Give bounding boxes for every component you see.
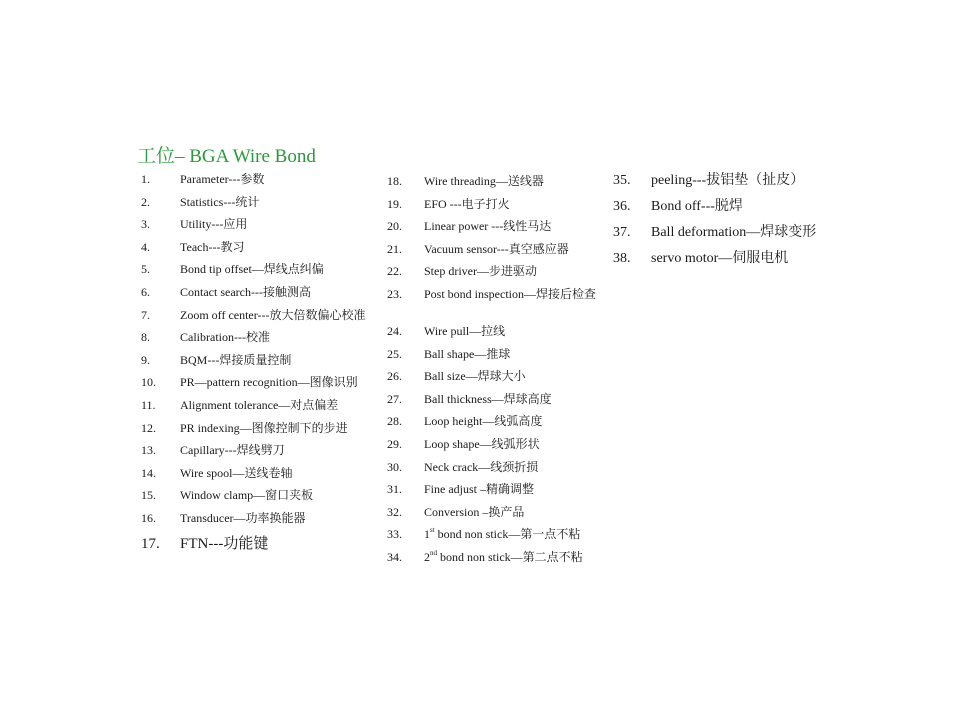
item-text: Ball shape—推球 — [424, 346, 511, 361]
item-text: Post bond inspection—焊接后检查 — [424, 286, 597, 301]
item-text: Wire threading—送线器 — [424, 174, 544, 188]
item-number: 24. — [387, 323, 402, 338]
list-item — [387, 481, 599, 504]
list-item — [387, 323, 599, 346]
item-text: Bond tip offset—焊线点纠偏 — [180, 262, 324, 277]
item-number: 30. — [387, 459, 402, 474]
list-item — [613, 223, 816, 249]
list-item — [141, 194, 366, 217]
item-text-rest: bond non stick—第二点不粘 — [437, 549, 583, 564]
list-item — [141, 534, 366, 557]
list-item — [387, 173, 599, 196]
list-item — [387, 196, 599, 219]
item-number: 15. — [141, 488, 156, 503]
item-text: Window clamp—窗口夹板 — [180, 488, 314, 503]
item-number: 17. — [141, 535, 160, 552]
item-number: 28. — [387, 414, 402, 429]
item-text: Fine adjust –精确调整 — [424, 482, 534, 497]
item-text: Transducer—功率换能器 — [180, 510, 306, 525]
item-number: 14. — [141, 465, 156, 480]
item-text: servo motor—伺服电机 — [651, 251, 789, 266]
item-text: Neck crack—线颈折损 — [424, 459, 539, 474]
item-number: 27. — [387, 391, 402, 406]
item-text: Loop shape—线弧形状 — [424, 436, 540, 451]
slide-title: 工位– BGA Wire Bond — [137, 146, 316, 167]
item-number: 4. — [141, 239, 150, 254]
list-item — [387, 218, 599, 241]
list-item — [141, 216, 366, 239]
item-text: Calibration---校准 — [180, 330, 270, 345]
list-item — [141, 284, 366, 307]
list-item — [387, 346, 599, 369]
list-item — [141, 442, 366, 465]
item-number: 22. — [387, 264, 402, 279]
item-text: Alignment tolerance—对点偏差 — [180, 397, 339, 412]
list-item — [141, 239, 366, 262]
list-item — [613, 197, 816, 223]
item-number: 25. — [387, 346, 402, 361]
list-item — [141, 510, 366, 533]
item-number: 35. — [613, 173, 631, 188]
list-item — [141, 420, 366, 443]
item-text — [424, 549, 599, 565]
item-number: 3. — [141, 217, 150, 232]
item-text: PR indexing—图像控制下的步进 — [180, 420, 348, 435]
item-text: Capillary---焊线劈刀 — [180, 443, 285, 458]
item-number: 21. — [387, 241, 402, 256]
term-list-column-3 — [613, 171, 816, 275]
item-number: 16. — [141, 510, 156, 525]
item-text: Ball thickness—焊球高度 — [424, 391, 552, 406]
item-number: 34. — [387, 549, 402, 564]
item-text: Vacuum sensor---真空感应器 — [424, 241, 569, 256]
list-item — [141, 307, 366, 330]
list-item — [141, 329, 366, 352]
list-item — [387, 504, 599, 527]
list-item — [387, 368, 599, 391]
item-text: Ball size—焊球大小 — [424, 369, 526, 384]
item-text: Bond off---脱焊 — [651, 199, 743, 214]
item-number: 37. — [613, 225, 631, 240]
ordinal-suffix: nd — [430, 548, 437, 557]
item-number: 31. — [387, 482, 402, 497]
list-item — [387, 391, 599, 414]
list-item — [387, 436, 599, 459]
list-item — [387, 459, 599, 482]
item-text: peeling---拔铝垫（扯皮） — [651, 173, 805, 188]
ordinal-number: 2 — [424, 549, 430, 564]
list-item — [387, 286, 599, 323]
item-number: 6. — [141, 284, 150, 299]
list-item — [141, 261, 366, 284]
item-text: PR—pattern recognition—图像识别 — [180, 375, 358, 390]
list-item — [613, 171, 816, 197]
list-item — [387, 263, 599, 286]
term-list-column-1 — [141, 171, 366, 556]
item-number: 7. — [141, 307, 150, 322]
item-number: 1. — [141, 172, 150, 186]
list-item — [387, 413, 599, 436]
item-number: 19. — [387, 196, 402, 211]
item-number: 26. — [387, 369, 402, 384]
item-number: 11. — [141, 397, 156, 412]
item-text: Conversion –换产品 — [424, 504, 525, 519]
term-list-column-2 — [387, 173, 599, 572]
list-item — [141, 171, 366, 194]
list-item — [387, 526, 599, 549]
item-number: 29. — [387, 436, 402, 451]
item-number: 38. — [613, 251, 631, 266]
item-number: 8. — [141, 330, 150, 345]
item-number: 12. — [141, 420, 156, 435]
item-number: 5. — [141, 262, 150, 277]
item-number: 18. — [387, 174, 402, 188]
item-text: FTN---功能键 — [180, 535, 269, 552]
item-text: Wire spool—送线卷轴 — [180, 465, 293, 480]
item-text: Contact search---接触测高 — [180, 284, 311, 299]
ordinal-number: 1 — [424, 527, 430, 542]
item-number: 23. — [387, 286, 402, 301]
item-text: EFO ---电子打火 — [424, 196, 510, 211]
list-item — [141, 397, 366, 420]
item-text: Zoom off center---放大倍数偏心校准 — [180, 307, 366, 322]
ordinal-suffix: st — [430, 526, 435, 535]
item-text: Teach---教习 — [180, 239, 245, 254]
item-number: 32. — [387, 504, 402, 519]
item-text: Step driver—步进驱动 — [424, 264, 537, 279]
item-text: Loop height—线弧高度 — [424, 414, 543, 429]
item-text-rest: bond non stick—第一点不粘 — [434, 527, 581, 542]
list-item — [387, 241, 599, 264]
item-number: 2. — [141, 194, 150, 209]
item-text — [424, 526, 599, 542]
item-number: 36. — [613, 199, 631, 214]
item-text: BQM---焊接质量控制 — [180, 352, 292, 367]
list-item — [141, 352, 366, 375]
list-item — [141, 465, 366, 488]
list-item — [141, 487, 366, 510]
item-text: Parameter---参数 — [180, 172, 265, 186]
item-number: 13. — [141, 443, 156, 458]
item-text: Statistics---统计 — [180, 194, 260, 209]
item-number: 20. — [387, 219, 402, 234]
item-text: Utility---应用 — [180, 217, 248, 232]
item-number: 9. — [141, 352, 150, 367]
list-item — [387, 549, 599, 572]
item-text: Ball deformation—焊球变形 — [651, 225, 817, 240]
item-number: 10. — [141, 375, 156, 390]
item-number: 33. — [387, 527, 402, 542]
item-text: Wire pull—拉线 — [424, 323, 506, 338]
list-item — [141, 374, 366, 397]
list-item — [613, 249, 816, 275]
item-text: Linear power ---线性马达 — [424, 219, 552, 234]
